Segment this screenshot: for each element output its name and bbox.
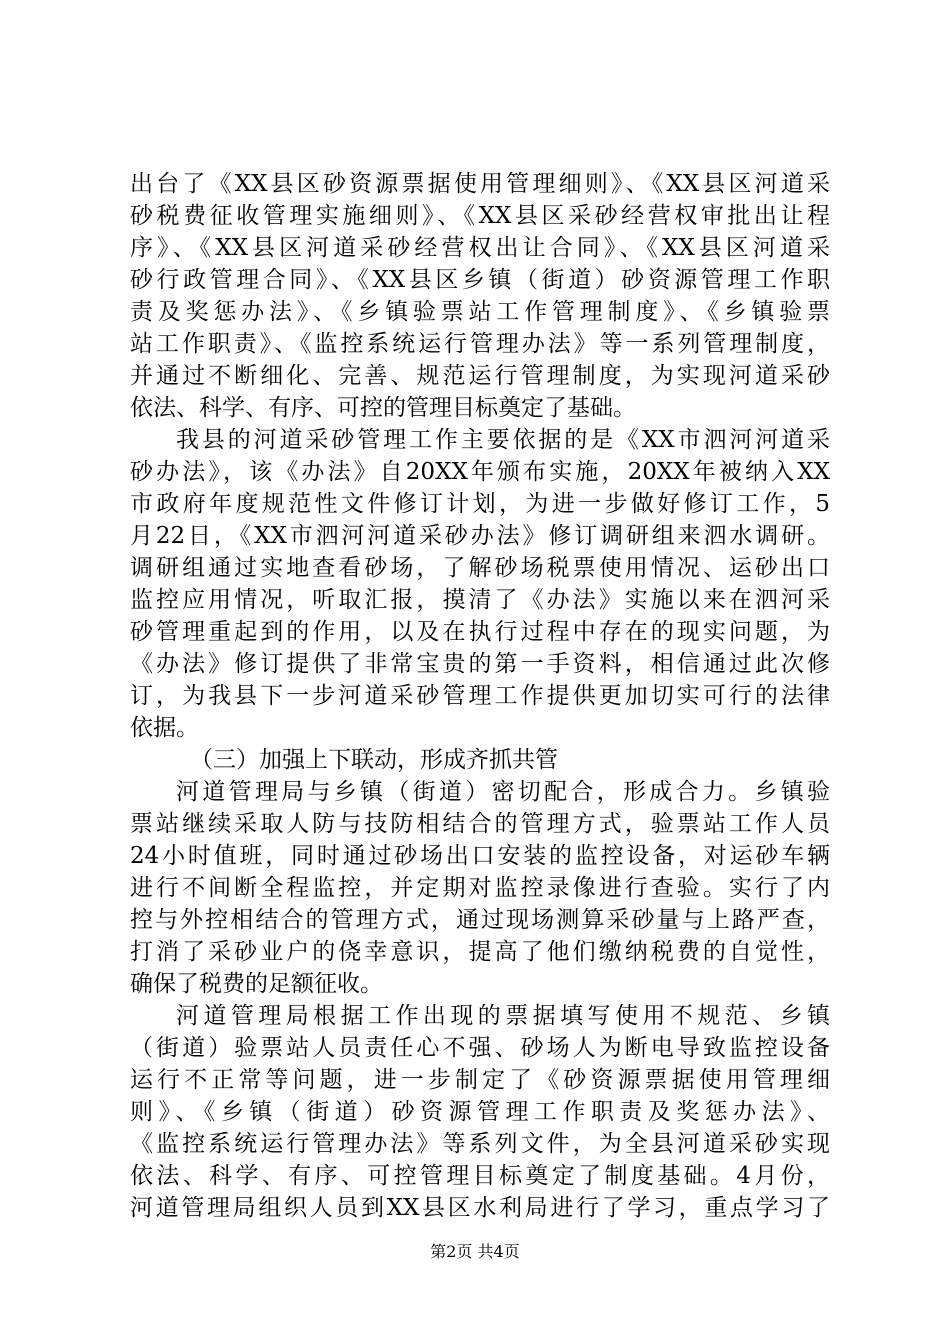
document-body bbox=[130, 168, 830, 1224]
text-line: 责及奖惩办法》、《乡镇验票站工作管理制度》、《乡镇验票 bbox=[130, 299, 830, 325]
text-line: 《监控系统运行管理办法》等系列文件，为全县河道采砂实现 bbox=[130, 1131, 830, 1157]
text-line: 《办法》修订提供了非常宝贵的第一手资料，相信通过此次修 bbox=[130, 651, 830, 677]
text-line: 24小时值班，同时通过砂场出口安装的监控设备，对运砂车辆 bbox=[130, 843, 830, 869]
text-line: 出台了《XX县区砂资源票据使用管理细则》、《XX县区河道采 bbox=[130, 171, 830, 197]
text-line: 市政府年度规范性文件修订计划，为进一步做好修订工作，5 bbox=[130, 491, 830, 517]
text-line: 依法、科学、有序、可控管理目标奠定了制度基础。4月份， bbox=[130, 1163, 830, 1189]
text-line: 则》、《乡镇（街道）砂资源管理工作职责及奖惩办法》、 bbox=[130, 1099, 830, 1125]
text-line: 砂税费征收管理实施细则》、《XX县区采砂经营权审批出让程 bbox=[130, 203, 830, 229]
text-line: 控与外控相结合的管理方式，通过现场测算采砂量与上路严查， bbox=[130, 907, 830, 933]
text-line: 确保了税费的足额征收。 bbox=[130, 971, 383, 997]
text-line: 运行不正常等问题，进一步制定了《砂资源票据使用管理细 bbox=[130, 1067, 830, 1093]
text-line: 打消了采砂业户的侥幸意识，提高了他们缴纳税费的自觉性， bbox=[130, 939, 830, 965]
text-line: 票站继续采取人防与技防相结合的管理方式，验票站工作人员 bbox=[130, 811, 830, 837]
text-line: 进行不间断全程监控，并定期对监控录像进行查验。实行了内 bbox=[130, 875, 830, 901]
text-line: 订，为我县下一步河道采砂管理工作提供更加切实可行的法律 bbox=[130, 683, 830, 709]
text-line: 砂行政管理合同》、《XX县区乡镇（街道）砂资源管理工作职 bbox=[130, 267, 830, 293]
section-heading: （三）加强上下联动，形成齐抓共管 bbox=[190, 747, 558, 773]
text-line: 站工作职责》、《监控系统运行管理办法》等一系列管理制度， bbox=[130, 331, 830, 357]
text-line: 河道管理局根据工作出现的票据填写使用不规范、乡镇 bbox=[176, 1003, 830, 1029]
text-line: 砂管理重起到的作用，以及在执行过程中存在的现实问题，为 bbox=[130, 619, 830, 645]
text-line: 监控应用情况，听取汇报，摸清了《办法》实施以来在泗河采 bbox=[130, 587, 830, 613]
text-line: 月22日，《XX市泗河河道采砂办法》修订调研组来泗水调研。 bbox=[130, 523, 830, 549]
text-line: （街道）验票站人员责任心不强、砂场人为断电导致监控设备 bbox=[130, 1035, 830, 1061]
text-line: 砂办法》，该《办法》自20XX年颁布实施，20XX年被纳入XX bbox=[130, 459, 830, 485]
text-line: 依据。 bbox=[130, 715, 199, 741]
text-line: 依法、科学、有序、可控的管理目标奠定了基础。 bbox=[130, 395, 636, 421]
text-line: 序》、《XX县区河道采砂经营权出让合同》、《XX县区河道采 bbox=[130, 235, 830, 261]
text-line: 河道管理局与乡镇（街道）密切配合，形成合力。乡镇验 bbox=[176, 779, 830, 805]
text-line: 调研组通过实地查看砂场，了解砂场税票使用情况、运砂出口 bbox=[130, 555, 830, 581]
text-line: 并通过不断细化、完善、规范运行管理制度，为实现河道采砂 bbox=[130, 363, 830, 389]
text-line: 我县的河道采砂管理工作主要依据的是《XX市泗河河道采 bbox=[176, 427, 830, 453]
page-footer: 第2页 共4页 bbox=[430, 1242, 520, 1261]
text-line: 河道管理局组织人员到XX县区水利局进行了学习，重点学习了 bbox=[130, 1195, 830, 1221]
